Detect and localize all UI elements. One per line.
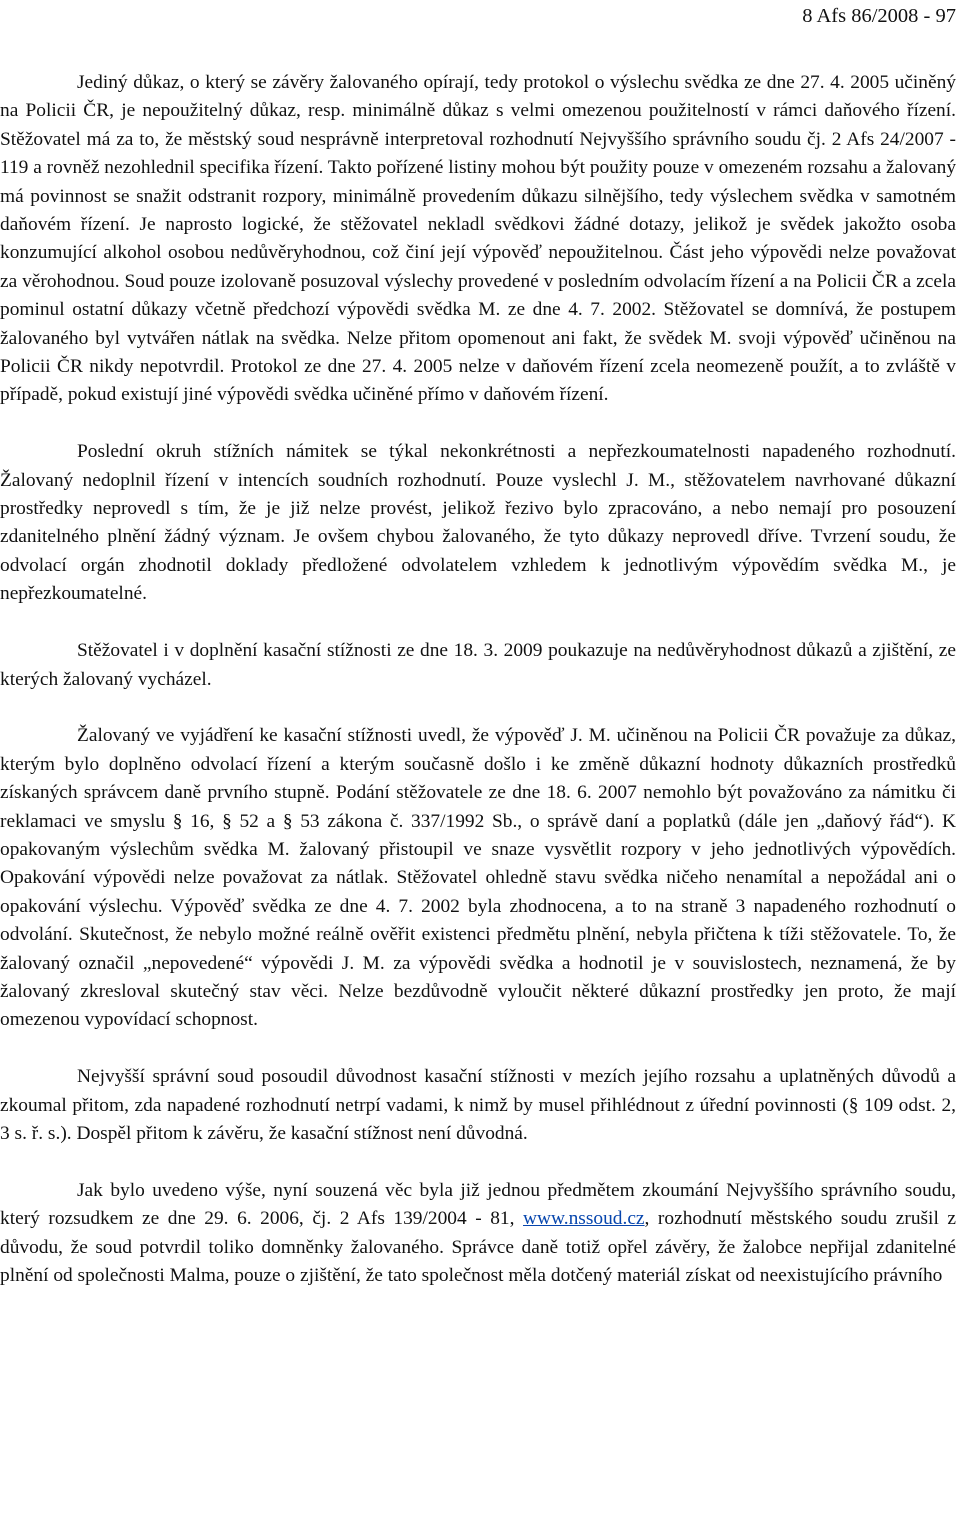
paragraph-complaint-evidence: Jediný důkaz, o který se závěry žalovaného opírají, tedy protokol o výslechu svědka ze dne 27. 4. 2005 učiněný na Policii ČR, je nepoužitelný důkaz, resp. minimálně důkaz s velmi omezenou použitelností v rámci daňového řízení. Stěžovatel má za to, že městský soud nesprávně interpretoval rozhodnutí Nejvyššího správního soudu čj. 2 Afs 24/2007 - 119 a rovněž nezohlednil specifika řízení. Takto pořízené listiny mohou být použity pouze v omezeném rozsahu a žalovaný má povinnost se snažit odstranit rozpory, minimálně provedením důkazu silnějšího, tedy výslechem svědka v samotném daňovém řízení. Je naprosto logické, že stěžovatel nekladl svědkovi žádné dotazy, jelikož je svědek jakožto osoba konzumující alkohol osobou nedůvěryhodnou, což činí její výpověď nepoužitelnou. Část jeho výpovědi nelze považovat za věrohodnou. Soud pouze izolovaně posuzoval výslechy provedené v posledním odvolacím řízení a na Policii ČR a zcela pominul ostatní důkazy včetně předchozí výpovědi svědka M. ze dne 4. 7. 2002. Stěžovatel se domnívá, že postupem žalovaného byl vytvářen nátlak na svědka. Nelze přitom opomenout ani fakt, že svědek M. svoji výpověď učiněnou na Policii ČR nikdy nepotvrdil. Protokol ze dne 27. 4. 2005 nelze v daňovém řízení zcela neomezeně použít, a to zvláště v případě, pokud existují jiné výpovědi svědka učiněné přímo v daňovém řízení.: [0, 72, 957, 406]
nssoud-link[interactable]: www.nssoud.cz: [523, 1208, 645, 1230]
paragraph-defendant-statement: Žalovaný ve vyjádření ke kasační stížnosti uvedl, že výpověď J. M. učiněnou na Policii ČR považuje za důkaz, kterým bylo doplněno odvolací řízení a kterým současně došlo i ke změně důkazní hodnoty důkazních prostředků získaných správcem daně prvního stupně. Podání stěžovatele ze dne 18. 6. 2007 nemohlo být považováno za námitku či reklamaci ve smyslu § 16, § 52 a § 53 zákona č. 337/1992 Sb., o správě daní a poplatků (dále jen „daňový řád“). K opakovaným výslechům svědka M. žalovaný přistoupil ve snaze vysvětlit rozpory v jeho jednotlivých výpovědích. Opakování výpovědi nelze považovat za nátlak. Stěžovatel ohledně stavu svědka ničeho nenamítal a nepožádal ani o opakování výslechu. Výpověď svědka ze dne 4. 7. 2002 byla zhodnocena, a to na straně 3 napadeného rozhodnutí o odvolání. Skutečnost, že nebylo možné reálně ověřit existenci předmětu plnění, nebyla přičtena k tíži stěžovatele. To, že žalovaný označil „nepovedené“ výpovědi J. M. za výpovědi svědka a hodnotil je v souvislostech, neznamená, že by žalovaný zkresloval skutečný stav věci. Nelze bezdůvodně vyloučit některé důkazní prostředky jen proto, že mají omezenou vypovídací schopnost.: [0, 725, 956, 1031]
paragraph-prior-judgment: [0, 1177, 956, 1291]
document-body: [0, 69, 956, 1319]
prior-judgment-text-before: Jak bylo uvedeno výše, nyní souzená věc byla již jednou předmětem zkoumání Nejvyššího správního soudu, který rozsudkem ze dne 29. 6. 2006, čj. 2 Afs 139/2004 - 81,: [0, 1179, 956, 1230]
page-number-header: 8 Afs 86/2008 - 97: [802, 5, 956, 27]
prior-judgment-text-after: , rozhodnutí městského soudu zrušil z důvodu, že soud potvrdil toliko domněnky žalovaného. Správce daně totiž opřel závěry, že žalobce nepřijal zdanitelné plnění od společnosti Malma, pouze o zjištění, že tato společnost měla dotčený materiál získat od neexistujícího právního: [0, 1208, 956, 1286]
paragraph-court-assessment: Nejvyšší správní soud posoudil důvodnost kasační stížnosti v mezích jejího rozsahu a uplatněných důvodů a zkoumal přitom, zda napadené rozhodnutí netrpí vadami, k nimž by musel přihlédnout z úřední povinnosti (§ 109 odst. 2, 3 s. ř. s.). Dospěl přitom k závěru, že kasační stížnost není důvodná.: [0, 1066, 956, 1144]
paragraph-last-objections: Poslední okruh stížních námitek se týkal nekonkrétnosti a nepřezkoumatelnosti napadeného rozhodnutí. Žalovaný nedoplnil řízení v intencích soudních rozhodnutí. Pouze vyslechl J. M., stěžovatelem navrhované důkazní prostředky neprovedl s tím, že je již nelze provést, jelikož řezivo bylo zpracováno, a nebo nemají pro posouzení zdanitelného plnění žádný význam. Je ovšem chybou žalovaného, že tyto důkazy neprovedl dříve. Tvrzení soudu, že odvolací orgán zhodnotil doklady předložené odvolatelem vzhledem k jednotlivým výpovědím svědka M., je nepřezkoumatelné.: [0, 441, 956, 605]
paragraph-supplement: Stěžovatel i v doplnění kasační stížnosti ze dne 18. 3. 2009 poukazuje na nedůvěryhodnost důkazů a zjištění, ze kterých žalovaný vycházel.: [0, 640, 956, 690]
